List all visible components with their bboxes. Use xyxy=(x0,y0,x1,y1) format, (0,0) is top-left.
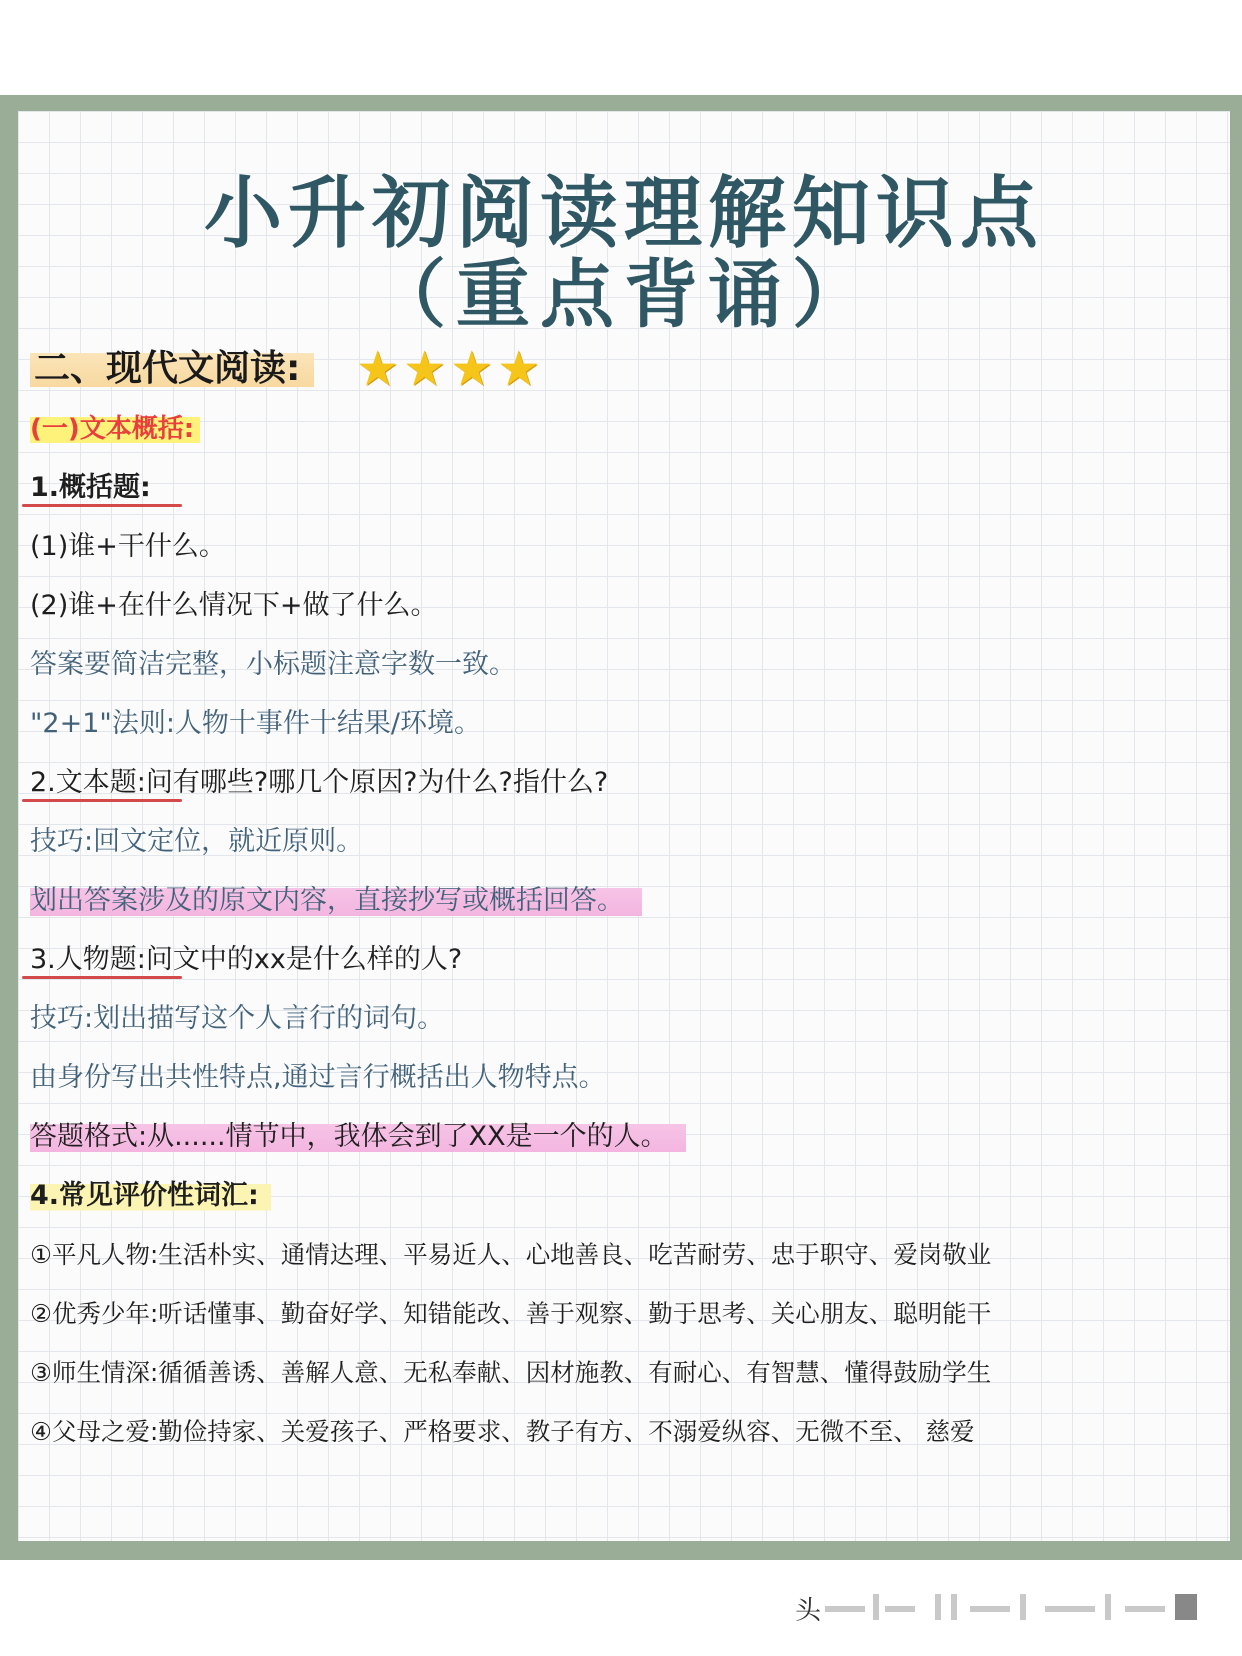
page-subtitle: （重点背诵） xyxy=(372,252,876,338)
q3-tip-1: 技巧:划出描写这个人言行的词句。 xyxy=(30,1003,445,1034)
q1-tip-2: "2+1"法则:人物十事件十结果/环境。 xyxy=(30,708,482,739)
vocab-row-2: ②优秀少年:听话懂事、勤奋好学、知错能改、善于观察、勤于思考、关心朋友、聪明能干 xyxy=(30,1299,992,1328)
watermark xyxy=(795,1590,1215,1624)
star-icon: ★ xyxy=(450,341,494,397)
vocab-row-3: ③师生情深:循循善诱、善解人意、无私奉献、因材施教、有耐心、有智慧、懂得鼓励学生 xyxy=(30,1358,992,1387)
star-rating xyxy=(356,343,544,395)
q2-tip-1: 技巧:回文定位，就近原则。 xyxy=(30,826,364,857)
grid-paper-sheet xyxy=(18,111,1230,1541)
star-icon: ★ xyxy=(356,341,400,397)
red-underline xyxy=(22,976,182,979)
q1-item-2: (2)谁+在什么情况下+做了什么。 xyxy=(30,590,438,621)
star-icon: ★ xyxy=(403,341,447,397)
q1-title: 1.概括题: xyxy=(30,472,151,503)
q3-tip-2: 由身份写出共性特点,通过言行概括出人物特点。 xyxy=(30,1062,606,1093)
watermark-text: 头 xyxy=(795,1596,822,1626)
red-underline xyxy=(22,799,182,802)
q1-item-1: (1)谁+干什么。 xyxy=(30,531,226,562)
q3-title: 3.人物题:问文中的xx是什么样的人? xyxy=(30,944,463,975)
page-title: 小升初阅读理解知识点 xyxy=(203,169,1044,259)
q2-tip-2: 划出答案涉及的原文内容，直接抄写或概括回答。 xyxy=(30,881,642,921)
vocab-row-1: ①平凡人物:生活朴实、通情达理、平易近人、心地善良、吃苦耐劳、忠于职守、爱岗敬业 xyxy=(30,1240,992,1269)
star-icon: ★ xyxy=(497,341,541,397)
red-underline xyxy=(22,504,182,507)
page-frame xyxy=(0,95,1242,1560)
q2-title: 2.文本题:问有哪些?哪几个原因?为什么?指什么? xyxy=(30,767,609,798)
subsection-heading: (一)文本概括: xyxy=(30,409,200,449)
q1-tip-1: 答案要简洁完整，小标题注意字数一致。 xyxy=(30,649,516,680)
section-heading: 二、现代文阅读: xyxy=(30,344,314,394)
q3-answer-format: 答题格式:从......情节中，我体会到了XX是一个的人。 xyxy=(30,1117,686,1157)
vocab-row-4: ④父母之爱:勤俭持家、关爱孩子、严格要求、教子有方、不溺爱纵容、无微不至、 慈爱 xyxy=(30,1417,975,1446)
q4-title: 4.常见评价性词汇: xyxy=(30,1176,271,1216)
